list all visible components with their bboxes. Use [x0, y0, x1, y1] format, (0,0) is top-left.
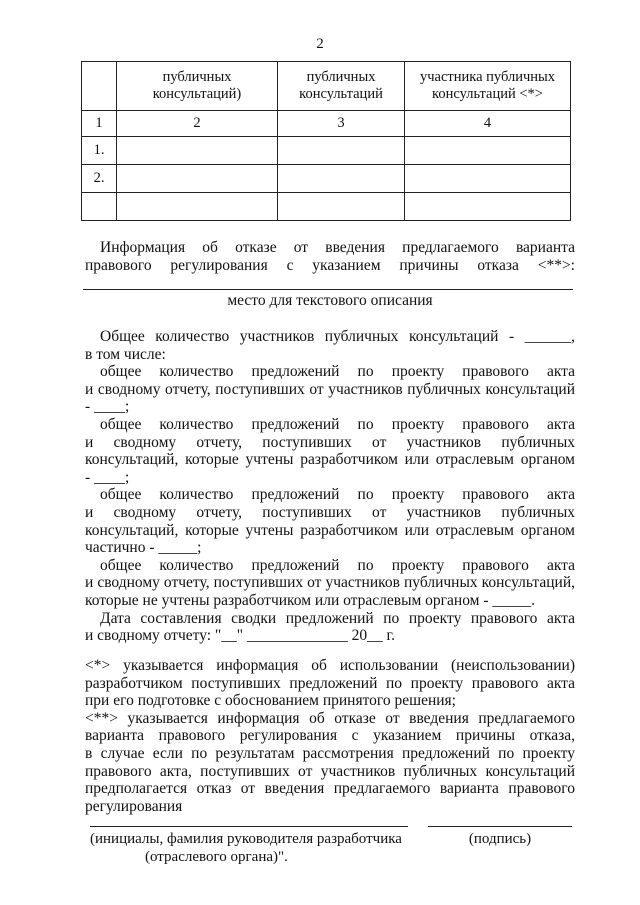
name-caption: (инициалы, фамилия руководителя разработчика	[90, 831, 402, 847]
footnote-line: <**> указывается информация об отказе от введения предлагаемого	[85, 709, 575, 727]
table-cell	[117, 165, 278, 193]
partial-line: частично - _____;	[85, 539, 202, 557]
footnote-line: <*> указывается информация об использовании (неиспользовании)	[85, 657, 575, 674]
footnote-line: варианта правового регулирования с указанием причины отказа,	[85, 727, 575, 745]
table-cell	[82, 193, 117, 221]
text-description-placeholder: место для текстового описания	[227, 292, 433, 309]
table-cell	[117, 193, 278, 221]
footnote-line: в случае если по результатам рассмотрения предложений по проекту	[85, 744, 575, 762]
accepted-line: общее количество предложений по проекту правового акта	[100, 415, 575, 433]
signature-label: (подпись)	[468, 831, 532, 847]
table-cell	[278, 137, 405, 165]
accepted-line: консультаций, которые учтены разработчиком или отраслевым органом	[85, 451, 575, 469]
footnotes-section	[85, 657, 575, 815]
received-line: и сводному отчету, поступивших от участников публичных консультаций	[85, 380, 575, 398]
rejected-line: которые не учтены разработчиком или отраслевым органом - _____.	[85, 591, 535, 609]
signature-caption	[90, 831, 420, 866]
table-row	[82, 165, 571, 193]
footnote-line: регулирования	[85, 797, 183, 815]
table-cell: 1.	[82, 137, 117, 165]
table-cell	[117, 137, 278, 165]
rejected-line: и сводному отчету, поступивших от участников публичных консультаций,	[85, 574, 575, 592]
table-cell	[405, 193, 571, 221]
footnote-line: предполагается отказ от введения предлагаемого варианта правового	[85, 780, 575, 798]
numbering-cell: 4	[405, 111, 571, 137]
page-number: 2	[316, 36, 324, 52]
header-cell: участника публичных консультаций <*>	[405, 62, 571, 111]
received-line: общее количество предложений по проекту правового акта	[100, 363, 575, 381]
received-line: - ____;	[85, 398, 130, 416]
header-cell: публичных консультаций	[278, 62, 405, 111]
table-cell	[405, 137, 571, 165]
total-line: Общее количество участников публичных консультаций - ______,	[100, 328, 575, 345]
table-cell: 2.	[82, 165, 117, 193]
partial-line: общее количество предложений по проекту правового акта	[100, 486, 575, 504]
footnote-line: при его подготовке с обоснованием принятого решения;	[85, 692, 456, 710]
table-cell	[278, 165, 405, 193]
numbering-cell: 2	[117, 111, 278, 137]
total-line: в том числе:	[85, 345, 166, 363]
rejected-line: общее количество предложений по проекту правового акта	[100, 556, 575, 574]
refusal-line: правового регулирования с указанием причины отказа <**>:	[85, 256, 575, 274]
accepted-line: и сводному отчету, поступивших от участников публичных	[85, 433, 575, 451]
name-caption: (отраслевого органа)".	[145, 848, 288, 865]
table-row	[82, 193, 571, 221]
name-signature-line	[90, 826, 408, 827]
counts-section	[85, 328, 575, 645]
partial-line: консультаций, которые учтены разработчиком или отраслевым органом	[85, 521, 575, 539]
date-line: и сводному отчету: "__" _____________ 20__ г.	[85, 627, 395, 645]
footnote-line: разработчиком поступивших предложений по проекту правового акта	[85, 674, 575, 692]
refusal-section	[85, 239, 575, 274]
numbering-cell: 1	[82, 111, 117, 137]
consultation-table	[81, 61, 571, 221]
table-numbering-row	[82, 111, 571, 137]
text-description-line	[83, 289, 573, 290]
partial-line: и сводному отчету, поступивших от участников публичных	[85, 503, 575, 521]
signature-line	[428, 826, 572, 827]
numbering-cell: 3	[278, 111, 405, 137]
table-header-row	[82, 62, 571, 111]
header-cell: публичных консультаций)	[117, 62, 278, 111]
refusal-line: Информация об отказе от введения предлагаемого варианта	[100, 239, 575, 256]
header-cell	[82, 62, 117, 111]
table-cell	[405, 165, 571, 193]
date-line: Дата составления сводки предложений по проекту правового акта	[100, 609, 575, 627]
table-row	[82, 137, 571, 165]
accepted-line: - ____;	[85, 468, 130, 486]
table-cell	[278, 193, 405, 221]
footnote-line: правового акта, поступивших от участников публичных консультаций	[85, 762, 575, 780]
